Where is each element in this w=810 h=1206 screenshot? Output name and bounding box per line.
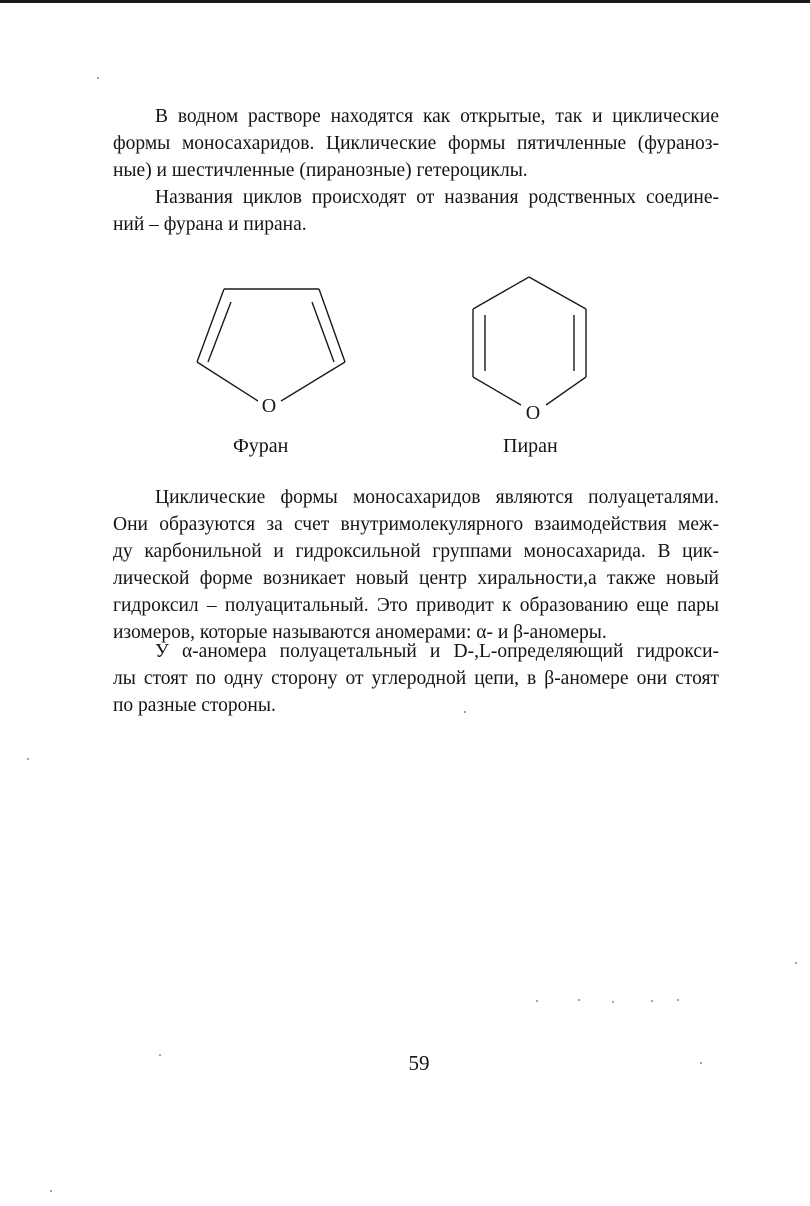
furan-bond-left xyxy=(197,289,224,362)
paragraph-2-line-1: Названия циклов происходят от названия родственных соедине- xyxy=(155,187,719,208)
pyran-bond-bottom-right xyxy=(546,377,586,405)
scan-speck xyxy=(700,1062,702,1064)
paragraph-4-line-3: по разные стороны. xyxy=(113,695,276,716)
paragraph-3-line-6: изомеров, которые называются аномерами: α- и β-аномеры. xyxy=(113,622,607,643)
paragraph-2-line-2: ний – фурана и пирана. xyxy=(113,214,307,235)
paragraph-3-line-1: Циклические формы моносахаридов являются полуацеталями. xyxy=(155,487,719,508)
furan-oxygen-label: O xyxy=(261,395,277,417)
pyran-structure xyxy=(473,277,586,424)
scan-speck xyxy=(27,758,29,760)
furan-bond-bottom-right xyxy=(281,362,345,401)
paragraph-3-line-4: лической форме возникает новый центр хиральности,а также новый xyxy=(113,568,719,589)
pyran-caption: Пиран xyxy=(503,435,558,457)
pyran-bond-bottom-left xyxy=(473,377,521,405)
heterocycle-structures xyxy=(0,265,810,465)
scan-speck xyxy=(795,962,797,964)
furan-double-bond-left xyxy=(208,302,231,362)
scan-speck xyxy=(536,1000,538,1002)
paragraph-4-line-2: лы стоят по одну сторону от углеродной цепи, в β-аномере они стоят xyxy=(113,668,719,689)
furan-structure xyxy=(197,289,345,417)
scan-speck xyxy=(464,711,466,713)
scan-speck xyxy=(578,999,580,1001)
furan-bond-right xyxy=(319,289,345,362)
scan-speck xyxy=(677,999,679,1001)
paragraph-4-line-1: У α-аномера полуацетальный и D-,L-определяющий гидрокси- xyxy=(155,641,719,662)
paragraph-3-line-3: ду карбонильной и гидроксильной группами моносахарида. В цик- xyxy=(113,541,719,562)
scan-speck xyxy=(159,1054,161,1056)
scan-top-edge xyxy=(0,0,810,3)
scan-speck xyxy=(50,1190,52,1192)
paragraph-1-line-2: формы моносахаридов. Циклические формы пятичленные (фураноз- xyxy=(113,133,719,154)
pyran-bond-top-left xyxy=(473,277,529,309)
paragraph-3-line-2: Они образуются за счет внутримолекулярного взаимодействия меж- xyxy=(113,514,719,535)
scan-speck xyxy=(97,77,99,79)
paragraph-1-line-3: ные) и шестичленные (пиранозные) гетероциклы. xyxy=(113,160,528,181)
furan-caption: Фуран xyxy=(233,435,289,457)
furan-bond-bottom-left xyxy=(197,362,258,401)
paragraph-3-line-5: гидроксил – полуацитальный. Это приводит к образованию еще пары xyxy=(113,595,719,616)
scan-speck xyxy=(612,1001,614,1003)
paragraph-1-line-1: В водном растворе находятся как открытые, так и циклические xyxy=(155,106,719,127)
scan-speck xyxy=(651,1000,653,1002)
page-number: 59 xyxy=(408,1051,430,1075)
pyran-oxygen-label: O xyxy=(525,402,541,424)
pyran-bond-top-right xyxy=(529,277,586,309)
furan-double-bond-right xyxy=(312,302,334,362)
heterocycle-figure xyxy=(0,265,810,465)
